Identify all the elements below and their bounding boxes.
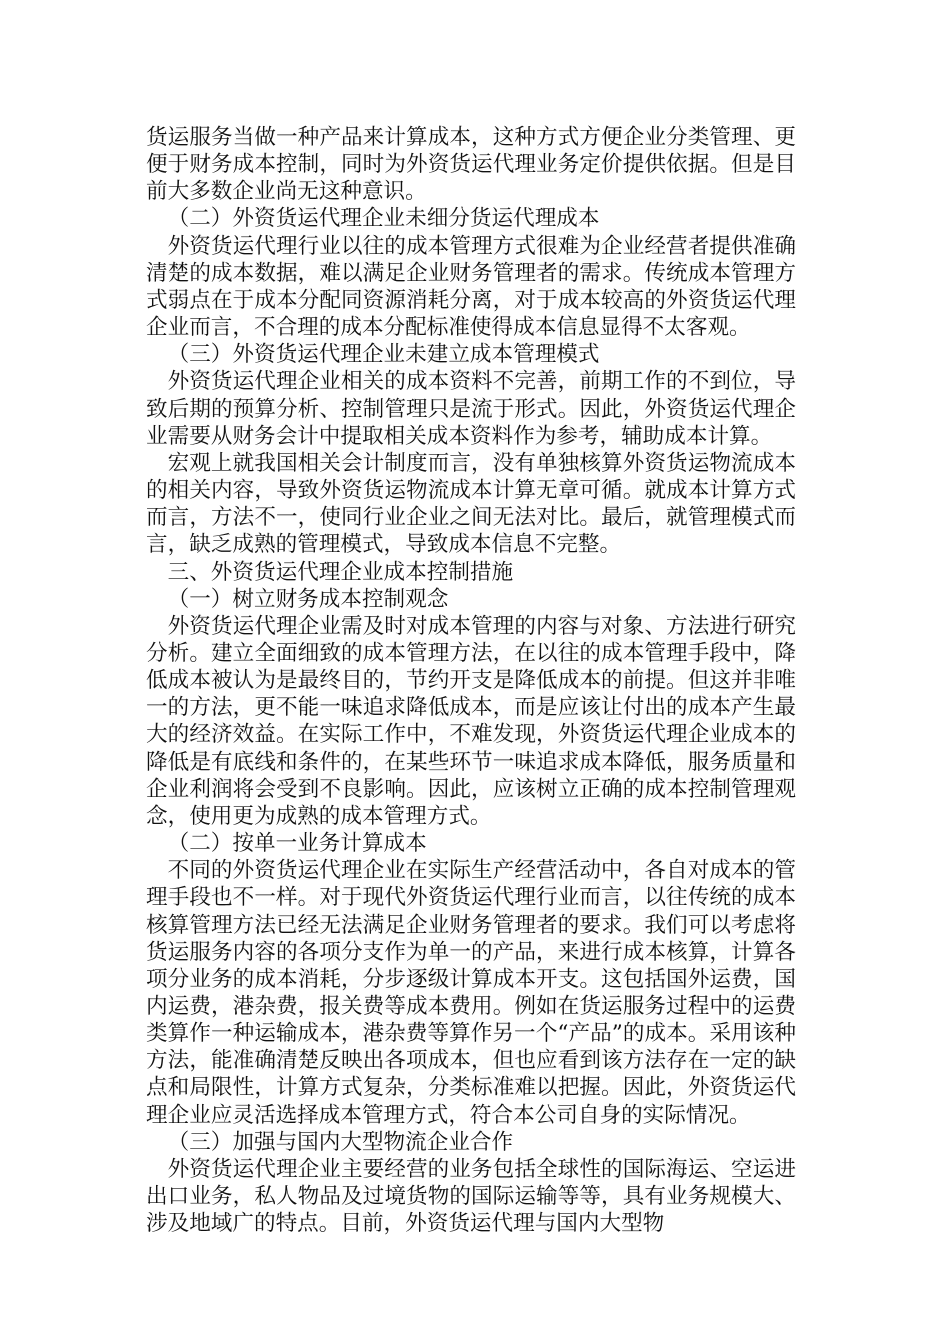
section-heading-no-management-mode: （三）外资货运代理企业未建立成本管理模式 <box>167 342 600 368</box>
paragraph: 外资货运代理企业需及时对成本管理的内容与对象、方法进行研究分析。建立全面细致的成本管理方法，在以往的成本管理手段中，降低成本被认为是最终目的，节约开支是降低成本的前提。但这并非唯一的方法，更不能一味追求降低成本，而是应该让付出的成本产生最大的经济效益。在实际工作中，不难发现，外资货运代理企业成本的降低是有底线和条件的，在某些环节一味追求成本降低，服务质量和企业利润将会受到不良影响。因此，应该树立正确的成本控制管理观念，使用更为成熟的成本管理方式。 <box>146 613 796 829</box>
section-heading-cooperation: （三）加强与国内大型物流企业合作 <box>167 1129 514 1155</box>
paragraph-truncated: 外资货运代理企业主要经营的业务包括全球性的国际海运、空运进出口业务，私人物品及过境货物的国际运输等等，具有业务规模大、涉及地域广的特点。目前，外资货运代理与国内大型物 <box>146 1156 796 1237</box>
document-page <box>146 124 796 1237</box>
paragraph: 不同的外资货运代理企业在实际生产经营活动中，各自对成本的管理手段也不一样。对于现代外资货运代理行业而言，以往传统的成本核算管理方法已经无法满足企业财务管理者的要求。我们可以考虑将货运服务内容的各项分支作为单一的产品，来进行成本核算，计算各项分业务的成本消耗，分步逐级计算成本开支。这包括国外运费，国内运费，港杂费，报关费等成本费用。例如在货运服务过程中的运费类算作一种运输成本，港杂费等算作另一个“产品”的成本。采用该种方法，能准确清楚反映出各项成本，但也应看到该方法存在一定的缺点和局限性，计算方式复杂，分类标准难以把握。因此，外资货运代理企业应灵活选择成本管理方式，符合本公司自身的实际情况。 <box>146 858 796 1128</box>
chapter-heading-control-measures: 三、外资货运代理企业成本控制措施 <box>167 559 514 585</box>
paragraph: 外资货运代理行业以往的成本管理方式很难为企业经营者提供准确清楚的成本数据，难以满足企业财务管理者的需求。传统成本管理方式弱点在于成本分配同资源消耗分离，对于成本较高的外资货运代理企业而言，不合理的成本分配标准使得成本信息显得不太客观。 <box>146 233 796 341</box>
paragraph: 宏观上就我国相关会计制度而言，没有单独核算外资货运物流成本的相关内容，导致外资货运物流成本计算无章可循。就成本计算方式而言，方法不一，使同行业企业之间无法对比。最后，就管理模式而言，缺乏成熟的管理模式，导致成本信息不完整。 <box>146 450 796 558</box>
section-heading-uncategorized-cost: （二）外资货运代理企业未细分货运代理成本 <box>167 206 600 232</box>
paragraph-continued: 货运服务当做一种产品来计算成本，这种方式方便企业分类管理、更便于财务成本控制，同时为外资货运代理业务定价提供依据。但是目前大多数企业尚无这种意识。 <box>146 125 796 205</box>
section-heading-single-business-cost: （二）按单一业务计算成本 <box>167 831 427 857</box>
paragraph: 外资货运代理企业相关的成本资料不完善，前期工作的不到位，导致后期的预算分析、控制管理只是流于形式。因此，外资货运代理企业需要从财务会计中提取相关成本资料作为参考，辅助成本计算。 <box>146 369 796 449</box>
section-heading-cost-control-concept: （一）树立财务成本控制观念 <box>167 586 449 612</box>
